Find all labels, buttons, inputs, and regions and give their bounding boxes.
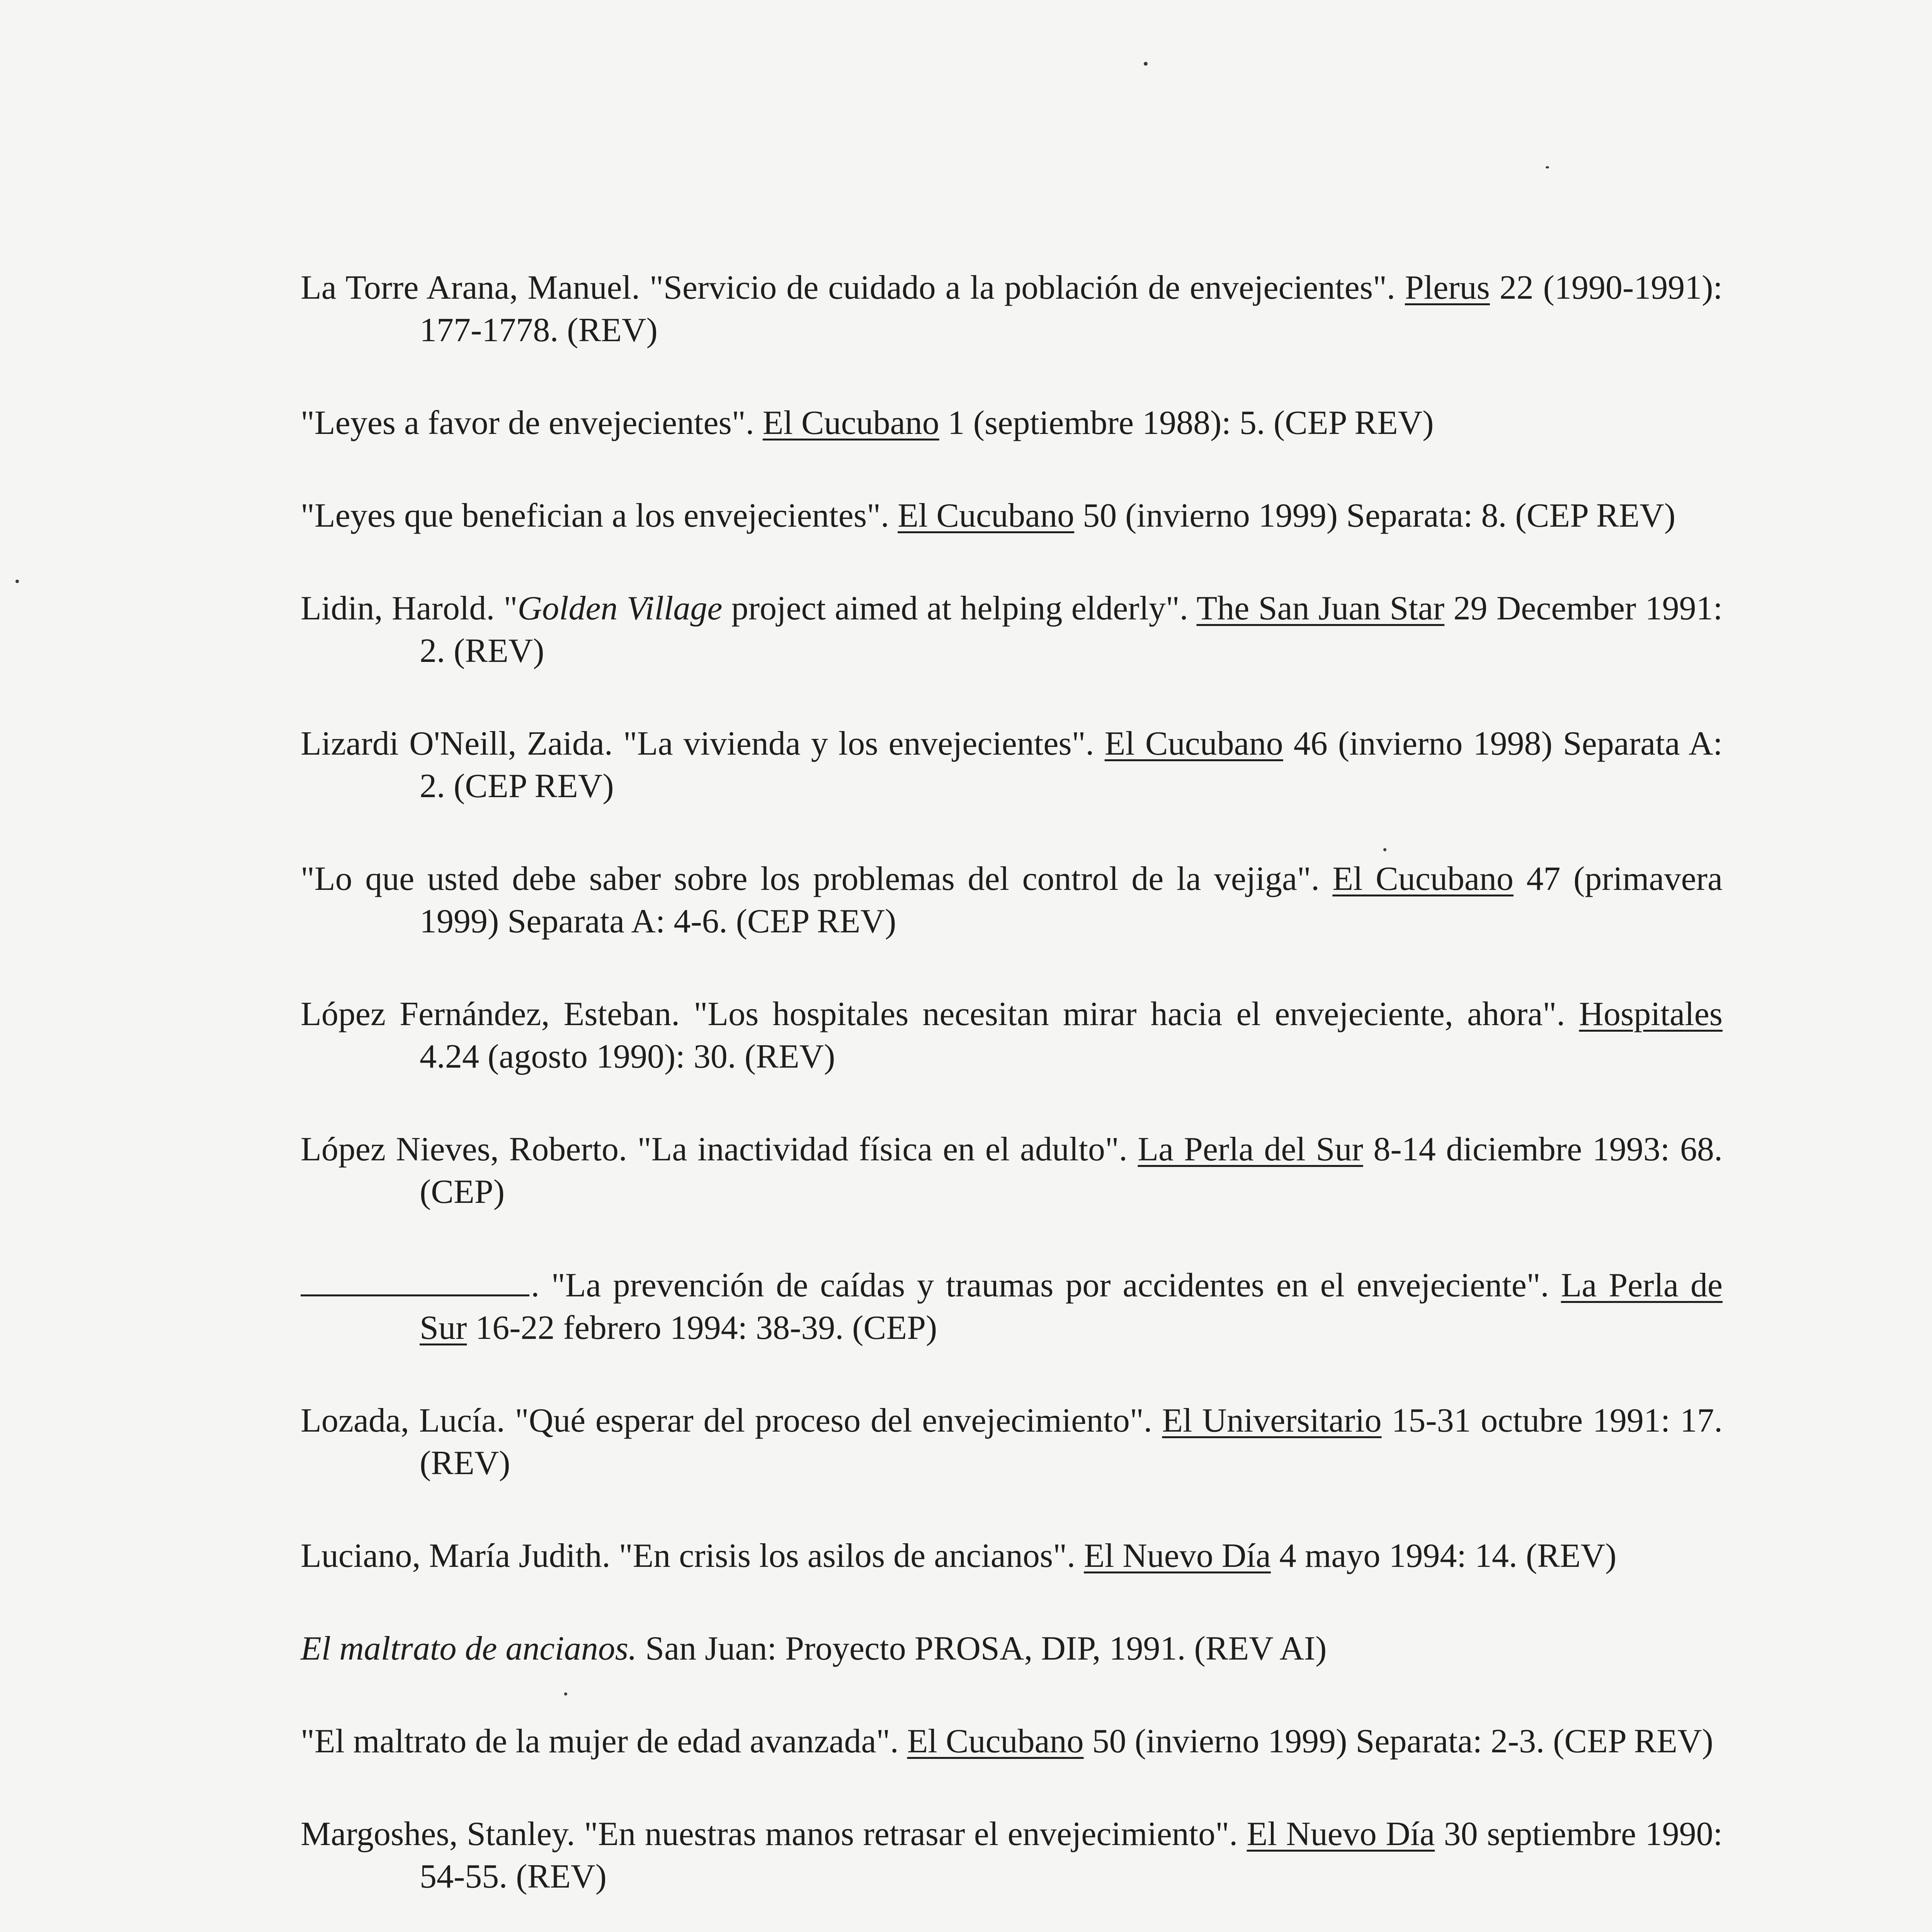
source-title: El Nuevo Día: [1247, 1815, 1435, 1853]
bibliography-entry: El maltrato de ancianos. San Juan: Proyecto PROSA, DIP, 1991. (REV AI): [301, 1630, 1327, 1667]
source-title: El Nuevo Día: [1084, 1537, 1271, 1575]
italic-title: Golden Village: [517, 590, 723, 627]
bibliography-entry: López Nieves, Roberto. "La inactividad física en el adulto". La Perla del Sur 8-14 diciembre 1993: 68. (CEP): [301, 1131, 1723, 1211]
bibliography-entry: Lizardi O'Neill, Zaida. "La vivienda y los envejecientes". El Cucubano 46 (invierno 1998) Separata A: 2. (CEP REV): [301, 725, 1723, 805]
bibliography-list: [301, 267, 1723, 1932]
bibliography-entry: La Torre Arana, Manuel. "Servicio de cuidado a la población de envejecientes". Plerus 22 (1990-1991): 177-1778. (REV): [301, 269, 1723, 349]
source-title: El Cucubano: [898, 497, 1075, 534]
bibliography-entry: Lozada, Lucía. "Qué esperar del proceso del envejecimiento". El Universitario 15-31 octubre 1991: 17. (REV): [301, 1402, 1723, 1482]
repeated-author-rule: [301, 1264, 529, 1296]
scan-speck: [1383, 848, 1386, 851]
source-title: El Cucubano: [907, 1723, 1084, 1760]
source-title: La Perla de Sur: [420, 1267, 1723, 1347]
bibliography-entry: Margoshes, Stanley. "En nuestras manos retrasar el envejecimiento". El Nuevo Día 30 septiembre 1990: 54-55. (REV): [301, 1815, 1723, 1895]
scan-speck: [15, 580, 19, 583]
source-title: El Cucubano: [1104, 725, 1283, 762]
source-title: La Perla del Sur: [1138, 1131, 1363, 1168]
bibliography-entry: "Lo que usted debe saber sobre los problemas del control de la vejiga". El Cucubano 47 (primavera 1999) Separata A: 4-6. (CEP REV): [301, 860, 1723, 940]
source-title: Hospitales: [1579, 995, 1723, 1033]
source-title: El Cucubano: [762, 404, 939, 442]
bibliography-entry: . "La prevención de caídas y traumas por accidentes en el envejeciente". La Perla de Sur 16-22 febrero 1994: 38-39. (CEP): [301, 1264, 1723, 1349]
italic-title: El maltrato de ancianos.: [301, 1630, 637, 1667]
source-title: The San Juan Star: [1196, 590, 1445, 627]
bibliography-entry: López Fernández, Esteban. "Los hospitales necesitan mirar hacia el envejeciente, ahora". Hospitales 4.24 (agosto 1990): 30. (REV): [301, 995, 1723, 1075]
scan-speck: [1546, 166, 1549, 168]
bibliography-entry: Luciano, María Judith. "En crisis los asilos de ancianos". El Nuevo Día 4 mayo 1994: 14. (REV): [301, 1537, 1617, 1575]
source-title: El Cucubano: [1332, 860, 1514, 898]
scan-speck: [1144, 62, 1148, 66]
source-title: El Universitario: [1162, 1402, 1382, 1439]
bibliography-entry: "Leyes que benefician a los envejecientes". El Cucubano 50 (invierno 1999) Separata: 8. (CEP REV): [301, 497, 1676, 534]
bibliography-entry: Lidin, Harold. "Golden Village project aimed at helping elderly". The San Juan Star 29 December 1991: 2. (REV): [301, 590, 1723, 670]
bibliography-entry: "El maltrato de la mujer de edad avanzada". El Cucubano 50 (invierno 1999) Separata: 2-3. (CEP REV): [301, 1723, 1713, 1760]
scan-speck: [564, 1692, 567, 1696]
bibliography-entry: "Leyes a favor de envejecientes". El Cucubano 1 (septiembre 1988): 5. (CEP REV): [301, 404, 1434, 442]
source-title: Plerus: [1405, 269, 1490, 306]
